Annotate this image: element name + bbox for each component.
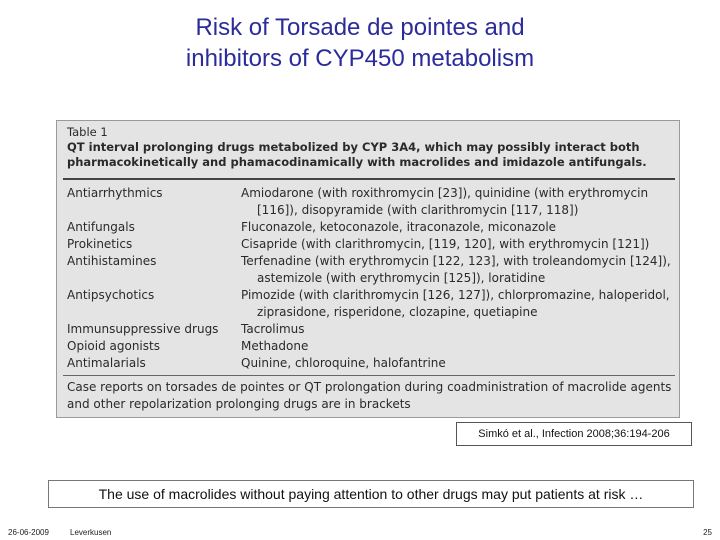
slide-title-line1: Risk of Torsade de pointes and [195, 14, 525, 41]
table-label: Table 1 [67, 125, 108, 139]
table-footnote: Case reports on torsades de pointes or QT prolongation during coadministration of macrolide agents and other repolarization prolonging drugs are in brackets [67, 380, 672, 411]
table-cell-category: Opioid agonists [67, 339, 160, 353]
drug-interaction-table [56, 120, 680, 418]
table-cell-category: Antimalarials [67, 356, 146, 370]
table-cell-category: Immunsuppressive drugs [67, 322, 219, 336]
table-cell-drugs: Methadone [241, 339, 309, 353]
table-caption: QT interval prolonging drugs metabolized by CYP 3A4, which may possibly interact both pharmacokinetically and phamacodinamically with macrolides and imidazole antifungals. [67, 140, 647, 169]
slide-title-line2: inhibitors of CYP450 metabolism [185, 45, 535, 72]
table-cell-drugs: Terfenadine (with erythromycin [122, 123], with troleandomycin [124]), astemizole (with erythromycin [125]), loratidine [241, 254, 671, 285]
table-cell-category: Antihistamines [67, 254, 157, 268]
table-cell-drugs: Amiodarone (with roxithromycin [23]), quinidine (with erythromycin [116]), disopyramide (with clarithromycin [117, 118]) [241, 186, 649, 217]
footer-date: 26-06-2009 [8, 528, 49, 537]
conclusion-box: The use of macrolides without paying attention to other drugs may put patients at risk … [48, 480, 694, 508]
table-cell-drugs: Quinine, chloroquine, halofantrine [241, 356, 446, 370]
citation-box: Simkó et al., Infection 2008;36:194-206 [456, 422, 692, 446]
table-footer-rule [63, 375, 675, 376]
footer-location: Leverkusen [70, 528, 112, 537]
table-cell-category: Antipsychotics [67, 288, 155, 302]
table-cell-drugs: Pimozide (with clarithromycin [126, 127]), chlorpromazine, haloperidol, ziprasidone, risperidone, clozapine, quetiapine [241, 288, 670, 319]
footer-page-number: 25 [703, 528, 712, 537]
table-cell-drugs: Cisapride (with clarithromycin, [119, 120], with erythromycin [121]) [241, 237, 650, 251]
table-cell-category: Antiarrhythmics [67, 186, 163, 200]
table-cell-drugs: Tacrolimus [241, 322, 305, 336]
table-cell-category: Prokinetics [67, 237, 133, 251]
slide-title [0, 12, 720, 74]
table-cell-drugs: Fluconazole, ketoconazole, itraconazole, miconazole [241, 220, 557, 234]
table-cell-category: Antifungals [67, 220, 135, 234]
table-header-rule [63, 178, 675, 180]
